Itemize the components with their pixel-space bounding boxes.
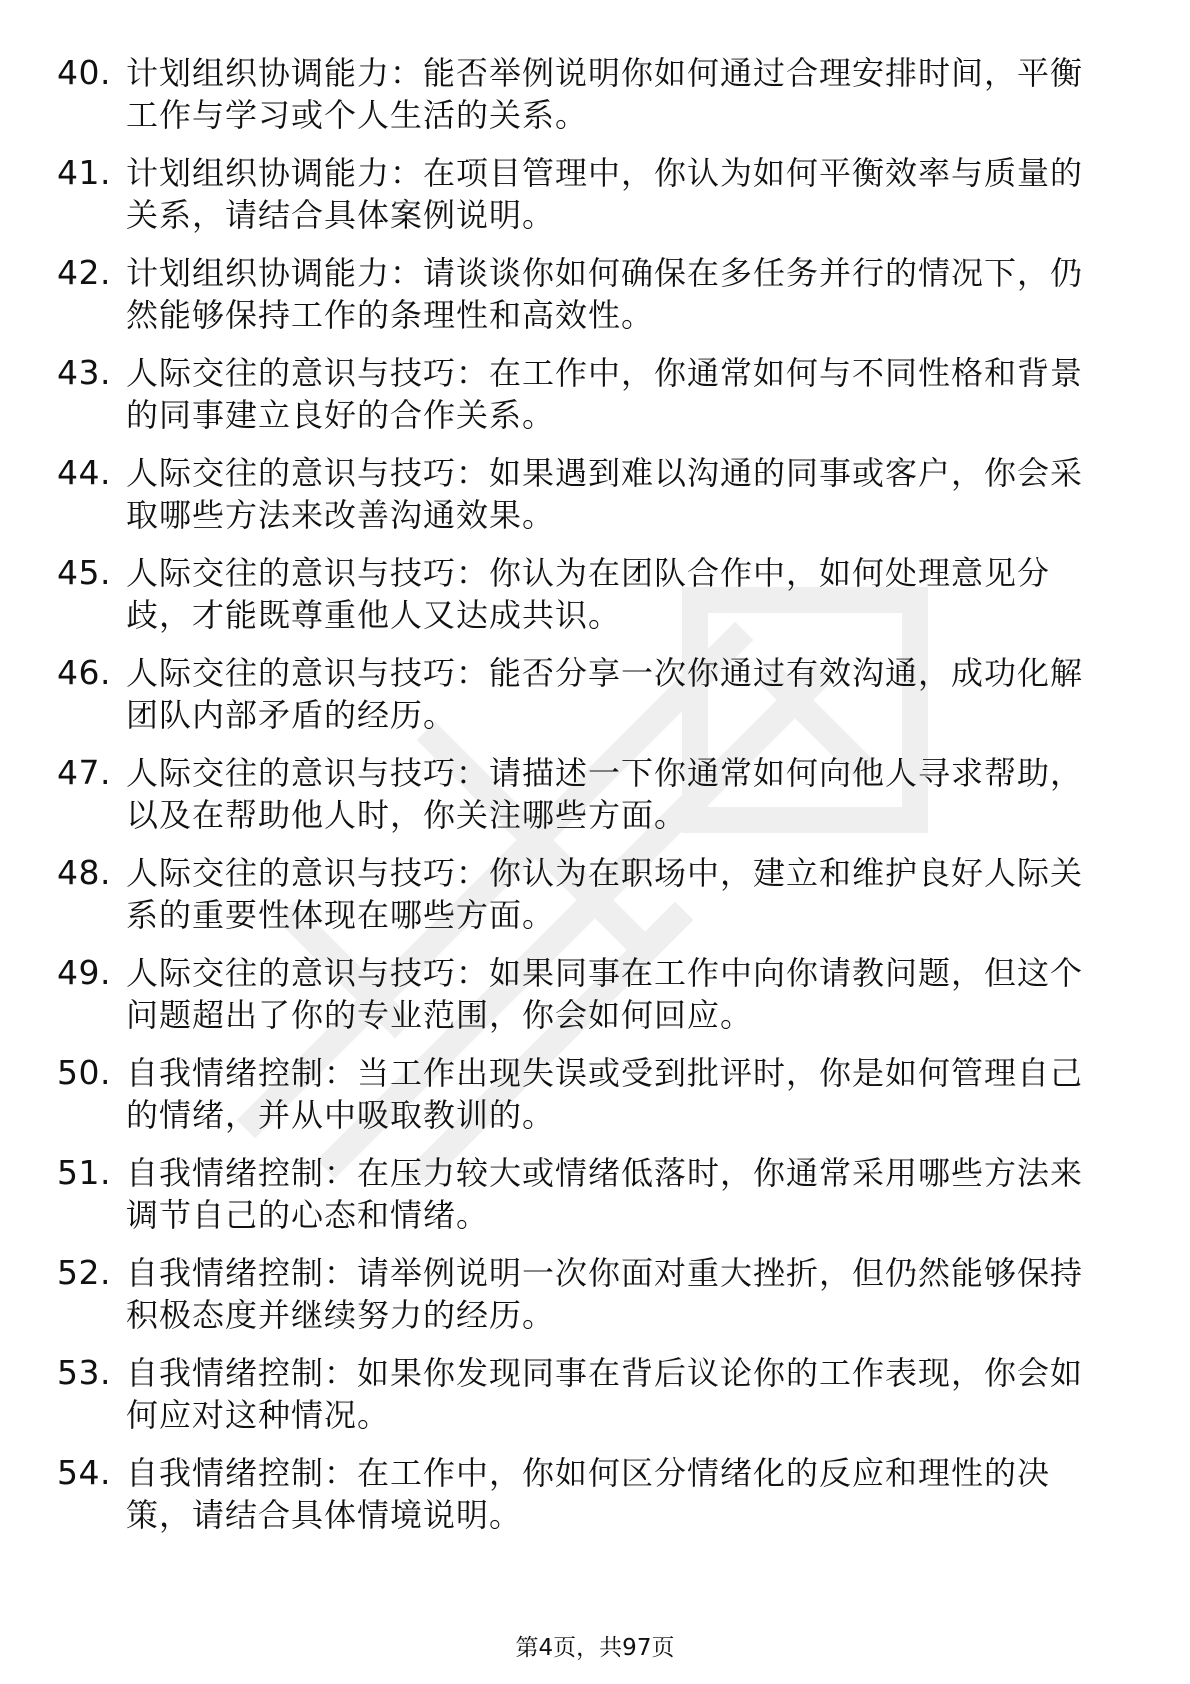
question-text: 人际交往的意识与技巧：你认为在团队合作中，如何处理意见分歧，才能既尊重他人又达成共识。 <box>126 554 1051 634</box>
question-number: 45. <box>57 553 111 592</box>
question-text: 计划组织协调能力：能否举例说明你如何通过合理安排时间，平衡工作与学习或个人生活的关系。 <box>126 54 1084 134</box>
list-item <box>57 1152 1113 1252</box>
question-text: 自我情绪控制：如果你发现同事在背后议论你的工作表现，你会如何应对这种情况。 <box>126 1354 1084 1434</box>
list-item <box>57 1452 1113 1552</box>
question-text: 自我情绪控制：在压力较大或情绪低落时，你通常采用哪些方法来调节自己的心态和情绪。 <box>126 1154 1084 1234</box>
question-text: 自我情绪控制：请举例说明一次你面对重大挫折，但仍然能够保持积极态度并继续努力的经历。 <box>126 1254 1084 1334</box>
list-item <box>57 152 1113 252</box>
question-number: 48. <box>57 853 111 892</box>
question-number: 49. <box>57 953 111 992</box>
question-number: 51. <box>57 1153 111 1192</box>
question-text: 计划组织协调能力：请谈谈你如何确保在多任务并行的情况下，仍然能够保持工作的条理性和高效性。 <box>126 254 1084 334</box>
list-item <box>57 1052 1113 1152</box>
question-text: 人际交往的意识与技巧：如果遇到难以沟通的同事或客户，你会采取哪些方法来改善沟通效果。 <box>126 454 1084 534</box>
list-item <box>57 852 1113 952</box>
question-number: 52. <box>57 1253 111 1292</box>
question-number: 53. <box>57 1353 111 1392</box>
question-number: 42. <box>57 253 111 292</box>
list-item <box>57 452 1113 552</box>
question-number: 54. <box>57 1453 111 1492</box>
question-text: 人际交往的意识与技巧：如果同事在工作中向你请教问题，但这个问题超出了你的专业范围，你会如何回应。 <box>126 954 1084 1034</box>
question-number: 44. <box>57 453 111 492</box>
question-text: 自我情绪控制：在工作中，你如何区分情绪化的反应和理性的决策，请结合具体情境说明。 <box>126 1454 1051 1534</box>
list-item <box>57 1252 1113 1352</box>
question-number: 43. <box>57 353 111 392</box>
list-item <box>57 352 1113 452</box>
page-footer: 第4页，共97页 <box>515 1635 675 1661</box>
question-text: 人际交往的意识与技巧：在工作中，你通常如何与不同性格和背景的同事建立良好的合作关系。 <box>126 354 1084 434</box>
question-number: 50. <box>57 1053 111 1092</box>
question-number: 41. <box>57 153 111 192</box>
list-item <box>57 252 1113 352</box>
list-item <box>57 52 1113 152</box>
question-text: 自我情绪控制：当工作出现失误或受到批评时，你是如何管理自己的情绪，并从中吸取教训的。 <box>126 1054 1084 1134</box>
list-item <box>57 652 1113 752</box>
question-text: 人际交往的意识与技巧：能否分享一次你通过有效沟通，成功化解团队内部矛盾的经历。 <box>126 654 1084 734</box>
question-list <box>57 52 1113 1552</box>
question-text: 人际交往的意识与技巧：你认为在职场中，建立和维护良好人际关系的重要性体现在哪些方面。 <box>126 854 1084 934</box>
list-item <box>57 1352 1113 1452</box>
question-number: 46. <box>57 653 111 692</box>
list-item <box>57 952 1113 1052</box>
question-number: 40. <box>57 53 111 92</box>
question-text: 人际交往的意识与技巧：请描述一下你通常如何向他人寻求帮助，以及在帮助他人时，你关注哪些方面。 <box>126 754 1084 834</box>
list-item <box>57 552 1113 652</box>
question-number: 47. <box>57 753 111 792</box>
list-item <box>57 752 1113 852</box>
question-text: 计划组织协调能力：在项目管理中，你认为如何平衡效率与质量的关系，请结合具体案例说明。 <box>126 154 1084 234</box>
